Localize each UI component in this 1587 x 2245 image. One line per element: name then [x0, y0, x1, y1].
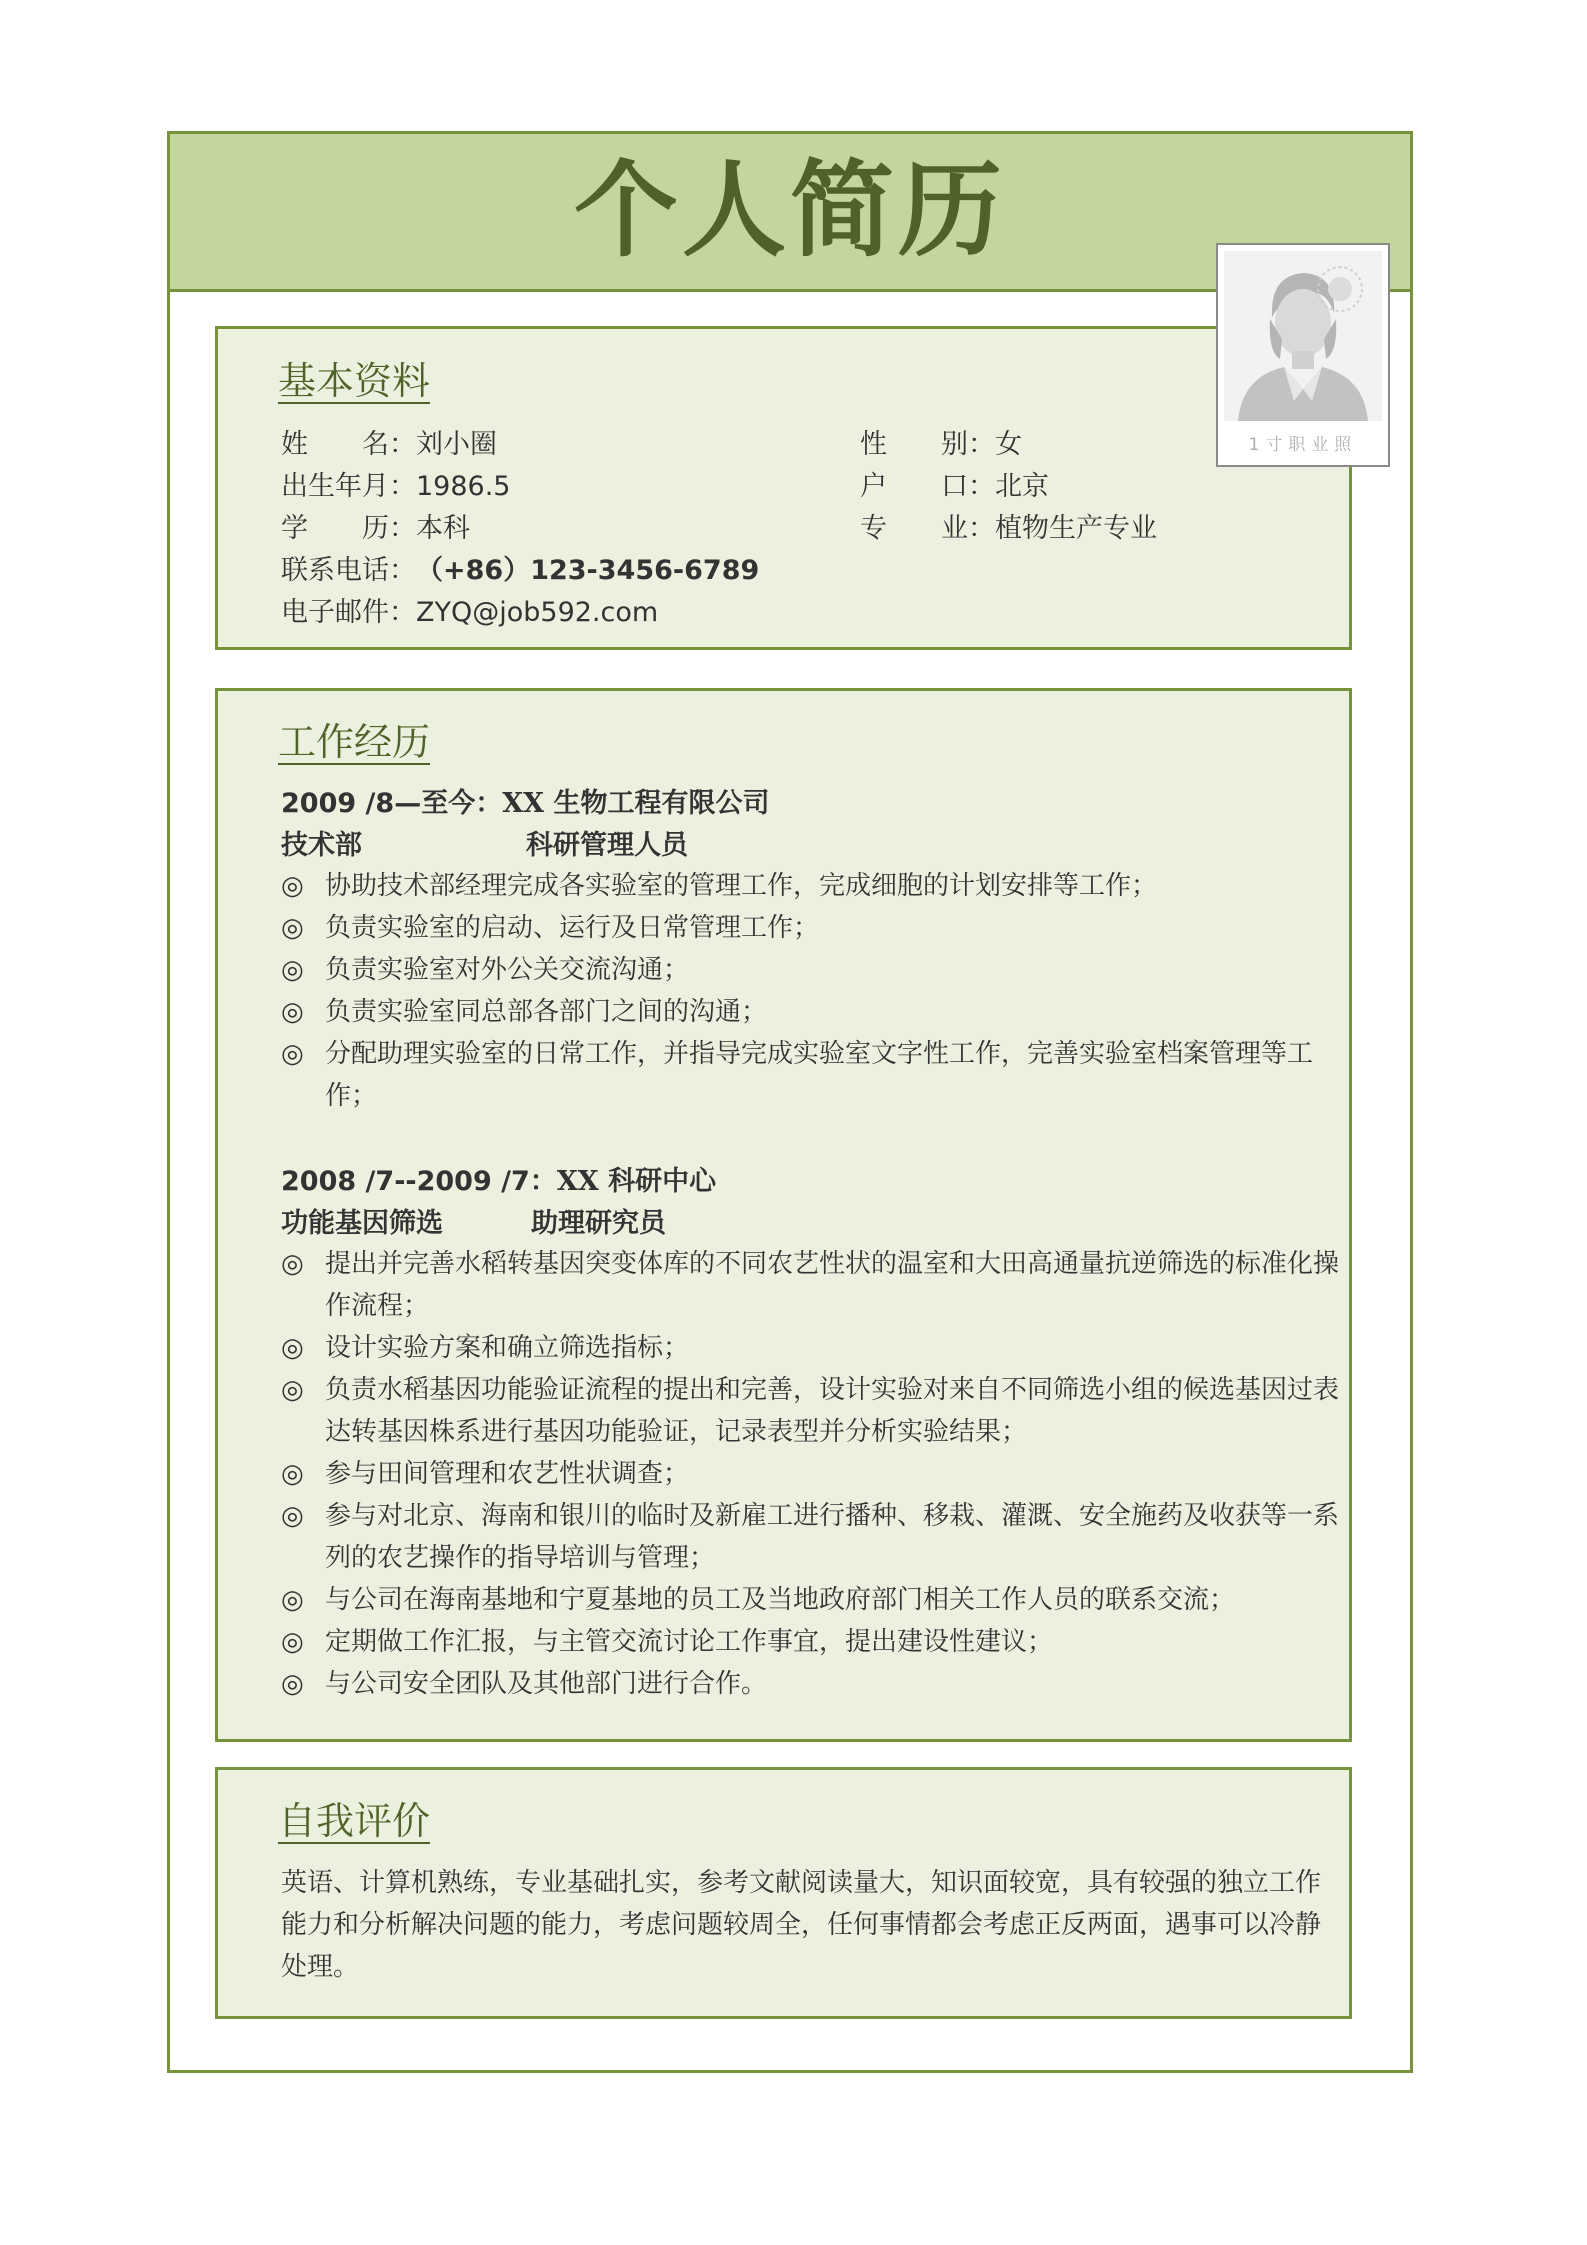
bullet-icon: ◎ — [281, 1669, 304, 1699]
page-title: 个人简历 — [573, 149, 1006, 271]
job-dept: 功能基因筛选 — [281, 1208, 443, 1239]
field-label: 出生年月： — [281, 471, 416, 502]
basic-info-section — [215, 326, 1352, 650]
duty-item: ◎ 负责实验室的启动、运行及日常管理工作； — [281, 907, 1341, 949]
job-role: 科研管理人员 — [526, 830, 688, 861]
duty-item: ◎ 分配助理实验室的日常工作，并指导完成实验室文字性工作，完善实验室档案管理等工作； — [281, 1033, 1341, 1117]
job-role: 助理研究员 — [531, 1208, 666, 1239]
job-period-line — [281, 790, 770, 817]
duty-item: ◎ 与公司在海南基地和宁夏基地的员工及当地政府部门相关工作人员的联系交流； — [281, 1579, 1341, 1621]
duty-item: ◎ 提出并完善水稻转基因突变体库的不同农艺性状的温室和大田高通量抗逆筛选的标准化操作流程； — [281, 1243, 1341, 1327]
bullet-icon: ◎ — [281, 1375, 304, 1405]
field-value: ZYQ@job592.com — [416, 597, 659, 628]
job-role-line — [281, 832, 688, 859]
bullet-icon: ◎ — [281, 1585, 304, 1615]
bullet-icon: ◎ — [281, 1627, 304, 1657]
job-dept: 技术部 — [281, 830, 362, 861]
duty-item: ◎ 设计实验方案和确立筛选指标； — [281, 1327, 1341, 1369]
duty-item: ◎ 定期做工作汇报，与主管交流讨论工作事宜，提出建设性建议； — [281, 1621, 1341, 1663]
duty-item: ◎ 与公司安全团队及其他部门进行合作。 — [281, 1663, 1341, 1705]
field-value: 植物生产专业 — [995, 513, 1157, 544]
job-period: 2008 /7--2009 /7： — [281, 1166, 557, 1197]
field-value: 本科 — [416, 513, 470, 544]
self-evaluation-section — [215, 1767, 1352, 2019]
job-org: XX 生物工程有限公司 — [502, 788, 770, 819]
bullet-icon: ◎ — [281, 955, 304, 985]
photo-caption: 1寸职业照 — [1248, 435, 1358, 455]
field-value: 刘小圈 — [416, 429, 497, 460]
field-value: （+86）123-3456-6789 — [416, 555, 760, 586]
field-birth — [281, 473, 510, 500]
field-education — [281, 515, 470, 542]
duty-item: ◎ 协助技术部经理完成各实验室的管理工作，完成细胞的计划安排等工作； — [281, 865, 1341, 907]
duty-item: ◎ 负责水稻基因功能验证流程的提出和完善，设计实验对来自不同筛选小组的候选基因过表达转基因株系进行基因功能验证，记录表型并分析实验结果； — [281, 1369, 1341, 1453]
duty-item: ◎ 负责实验室对外公关交流沟通； — [281, 949, 1341, 991]
field-label: 学 历： — [281, 513, 416, 544]
field-label: 电子邮件： — [281, 597, 416, 628]
field-label: 姓 名： — [281, 429, 416, 460]
job-role-line — [281, 1210, 666, 1237]
section-title-self-eval: 自我评价 — [278, 1799, 431, 1843]
field-name — [281, 431, 497, 458]
bullet-icon: ◎ — [281, 997, 304, 1027]
field-value: 1986.5 — [416, 471, 511, 502]
field-value: 女 — [995, 429, 1022, 460]
field-major — [860, 515, 1157, 542]
work-experience-section — [215, 688, 1352, 1742]
bullet-icon: ◎ — [281, 1249, 304, 1279]
bullet-icon: ◎ — [281, 871, 304, 901]
bullet-icon: ◎ — [281, 1039, 304, 1069]
self-eval-text: 英语、计算机熟练，专业基础扎实，参考文献阅读量大，知识面较宽，具有较强的独立工作能力和分析解决问题的能力，考虑问题较周全，任何事情都会考虑正反两面，遇事可以冷静处理。 — [281, 1868, 1322, 1982]
field-label: 专 业： — [860, 513, 995, 544]
profile-photo — [1216, 243, 1390, 467]
field-label: 户 口： — [860, 471, 995, 502]
job-org: XX 科研中心 — [556, 1166, 717, 1197]
field-gender — [860, 431, 1022, 458]
field-label: 联系电话： — [281, 555, 416, 586]
field-email — [281, 599, 658, 626]
bullet-icon: ◎ — [281, 1501, 304, 1531]
bullet-icon: ◎ — [281, 1333, 304, 1363]
field-hukou — [860, 473, 1049, 500]
field-label: 性 别： — [860, 429, 995, 460]
bullet-icon: ◎ — [281, 913, 304, 943]
duty-item: ◎ 参与对北京、海南和银川的临时及新雇工进行播种、移栽、灌溉、安全施药及收获等一系列的农艺操作的指导培训与管理； — [281, 1495, 1341, 1579]
field-value: 北京 — [995, 471, 1049, 502]
person-silhouette-icon — [1224, 251, 1382, 421]
job-period: 2009 /8—至今： — [281, 788, 503, 819]
duty-item: ◎ 负责实验室同总部各部门之间的沟通； — [281, 991, 1341, 1033]
section-title-basic: 基本资料 — [278, 359, 431, 403]
section-title-work: 工作经历 — [278, 720, 431, 764]
job-period-line — [281, 1168, 716, 1195]
bullet-icon: ◎ — [281, 1459, 304, 1489]
duty-item: ◎ 参与田间管理和农艺性状调查； — [281, 1453, 1341, 1495]
field-phone — [281, 557, 759, 584]
